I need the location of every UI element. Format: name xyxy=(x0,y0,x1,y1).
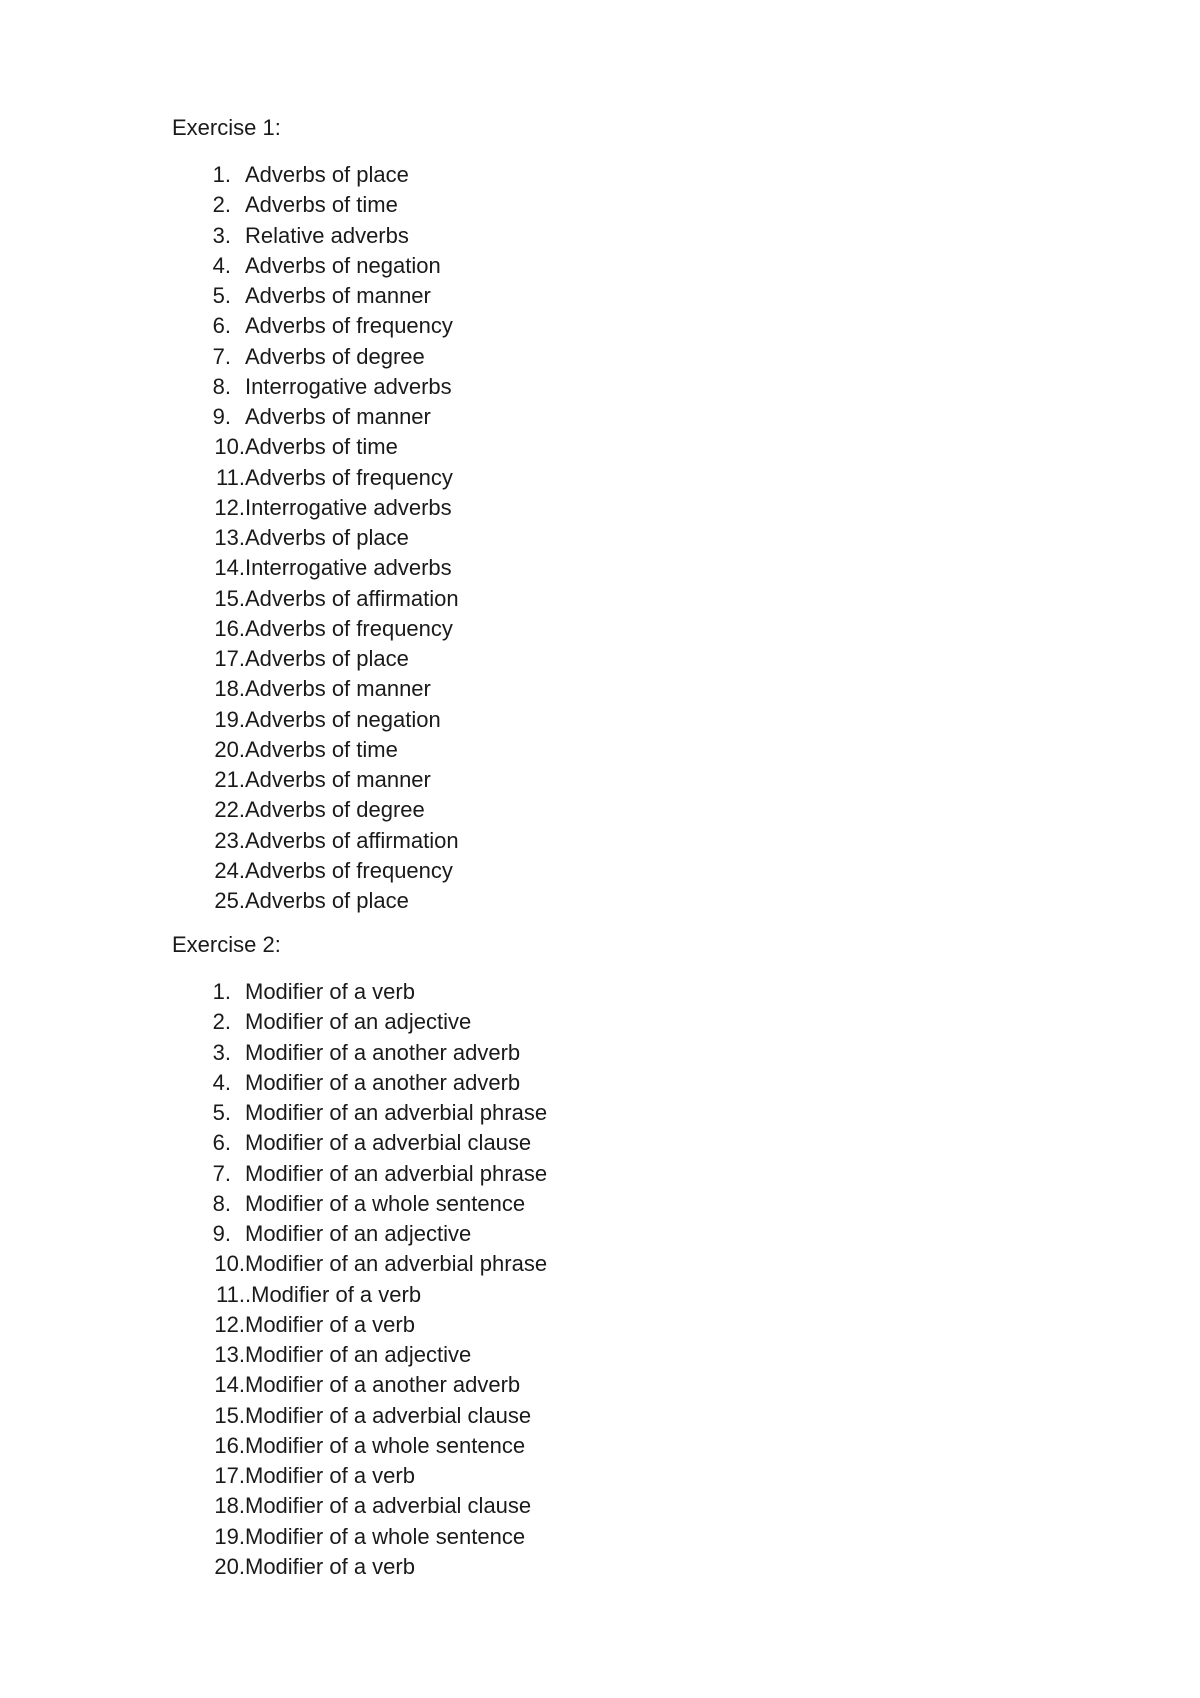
list-item xyxy=(172,1219,872,1249)
list-item-number: 14. xyxy=(214,1372,245,1398)
list-item-number: 23. xyxy=(214,827,245,853)
list-item-number: 4. xyxy=(212,1069,231,1095)
list-item-text: Modifier of an adverbial phrase xyxy=(245,1100,548,1125)
list-item xyxy=(172,1431,872,1461)
list-item xyxy=(172,856,872,886)
list-item-text: Modifier of a adverbial clause xyxy=(245,1402,532,1428)
list-item-number: 1. xyxy=(212,162,231,187)
list-item-number: 16. xyxy=(214,615,245,641)
list-item xyxy=(172,281,872,311)
list-item-text: Adverbs of negation xyxy=(245,706,441,732)
list-item-number: 7. xyxy=(212,1160,231,1186)
list-item-text: Interrogative adverbs xyxy=(245,494,452,520)
list-item-text: Interrogative adverbs xyxy=(245,555,452,581)
list-item-number: 25. xyxy=(214,888,245,913)
list-item-text: Adverbs of time xyxy=(245,736,398,762)
list-item-text: Modifier of a verb xyxy=(245,1553,415,1579)
list-item-number: 18. xyxy=(214,676,245,702)
list-item-text: Relative adverbs xyxy=(245,222,409,248)
list-item-number: 16. xyxy=(214,1432,245,1458)
list-item-text: Adverbs of place xyxy=(245,525,409,550)
list-item xyxy=(172,493,872,523)
list-item xyxy=(172,674,872,704)
list-item-text: Adverbs of degree xyxy=(245,797,425,823)
exercise-1 xyxy=(172,113,872,916)
list-item xyxy=(172,432,872,462)
exercise-1-heading: Exercise 1: xyxy=(172,115,281,140)
list-item-text: Adverbs of manner xyxy=(245,404,431,429)
list-item xyxy=(172,553,872,583)
list-item-number: 12. xyxy=(214,494,245,520)
list-item-text: Adverbs of manner xyxy=(245,767,431,792)
list-item xyxy=(172,190,872,220)
list-item-text: Modifier of a another adverb xyxy=(245,1372,521,1398)
list-item-number: 14. xyxy=(214,555,245,581)
list-item-text: Adverbs of negation xyxy=(245,252,441,278)
list-item-number: 12. xyxy=(214,1311,245,1337)
list-item xyxy=(172,1552,872,1582)
exercise-2 xyxy=(172,930,872,1582)
list-item-text: Modifier of a adverbial clause xyxy=(245,1130,532,1156)
list-item-text: Modifier of a another adverb xyxy=(245,1039,521,1065)
list-item xyxy=(172,1461,872,1491)
list-item-number: 19. xyxy=(214,706,245,732)
list-item xyxy=(172,765,872,795)
list-item-number: 22. xyxy=(214,797,245,823)
list-item xyxy=(172,886,872,916)
list-item xyxy=(172,311,872,341)
list-item-text: Modifier of an adjective xyxy=(245,1342,472,1367)
list-item-number: 9. xyxy=(212,404,231,429)
list-item-number: 6. xyxy=(212,313,231,339)
list-item xyxy=(172,1401,872,1431)
list-item-text: Adverbs of manner xyxy=(245,283,431,308)
list-item-text: Modifier of an adverbial phrase xyxy=(245,1160,548,1186)
list-item-number: 20. xyxy=(214,736,245,762)
list-item xyxy=(172,1128,872,1158)
list-item xyxy=(172,463,872,493)
list-item-text: Adverbs of frequency xyxy=(245,615,453,641)
list-item-text: Adverbs of degree xyxy=(245,343,425,369)
list-item-text: Modifier of a adverbial clause xyxy=(245,1493,532,1519)
list-item-text: Modifier of a verb xyxy=(245,1311,415,1337)
list-item-number: 4. xyxy=(212,252,231,278)
list-item xyxy=(172,1189,872,1219)
list-item-text: Adverbs of frequency xyxy=(245,313,453,339)
list-item xyxy=(172,1491,872,1521)
list-item-number: 1. xyxy=(212,979,231,1004)
list-item-number: 17. xyxy=(214,1463,245,1488)
list-item-number: 15. xyxy=(214,585,245,611)
list-item xyxy=(172,372,872,402)
list-item xyxy=(172,1068,872,1098)
list-item-number: 2. xyxy=(212,192,231,218)
list-item-number: 17. xyxy=(214,646,245,671)
list-item xyxy=(172,584,872,614)
list-item-text: Modifier of an adverbial phrase xyxy=(245,1251,548,1277)
list-item-text: Modifier of a whole sentence xyxy=(245,1432,526,1458)
list-item-text: Adverbs of frequency xyxy=(245,857,453,883)
list-item xyxy=(172,1007,872,1037)
list-item-text: Interrogative adverbs xyxy=(245,373,452,399)
list-item-number: 10. xyxy=(214,434,245,460)
list-item xyxy=(172,1098,872,1128)
list-item-text: Modifier of a another adverb xyxy=(245,1069,521,1095)
list-item-number: 2. xyxy=(212,1009,231,1035)
list-item-text: Adverbs of place xyxy=(245,162,409,187)
list-item xyxy=(172,1340,872,1370)
list-item-number: 6. xyxy=(212,1130,231,1156)
list-item-number: 9. xyxy=(212,1221,231,1246)
list-item-text: Adverbs of frequency xyxy=(245,464,453,490)
list-item-number: 24. xyxy=(214,857,245,883)
list-item-number: 15. xyxy=(214,1402,245,1428)
list-item-text: Adverbs of place xyxy=(245,646,409,671)
exercise-2-heading: Exercise 2: xyxy=(172,932,281,957)
list-item-number: 21. xyxy=(214,767,245,792)
exercise-2-list xyxy=(172,977,872,1582)
list-item-text: Modifier of an adjective xyxy=(245,1221,472,1246)
list-item-number: 11. xyxy=(216,1281,245,1307)
list-item xyxy=(172,1249,872,1279)
list-item xyxy=(172,1159,872,1189)
list-item xyxy=(172,826,872,856)
list-item-text: Modifier of an adjective xyxy=(245,1009,472,1035)
list-item xyxy=(172,977,872,1007)
list-item-text: Adverbs of time xyxy=(245,192,398,218)
list-item xyxy=(172,705,872,735)
list-item xyxy=(172,1370,872,1400)
list-item-text: Adverbs of time xyxy=(245,434,398,460)
list-item-text: Adverbs of place xyxy=(245,888,409,913)
list-item xyxy=(172,795,872,825)
list-item-number: 3. xyxy=(212,1039,231,1065)
list-item-text: .Modifier of a verb xyxy=(245,1281,422,1307)
list-item-text: Modifier of a verb xyxy=(245,1463,415,1488)
list-item-number: 20. xyxy=(214,1553,245,1579)
list-item-number: 8. xyxy=(212,373,231,399)
list-item-number: 3. xyxy=(212,222,231,248)
list-item-number: 18. xyxy=(214,1493,245,1519)
list-item xyxy=(172,735,872,765)
list-item xyxy=(172,160,872,190)
list-item xyxy=(172,342,872,372)
list-item-number: 7. xyxy=(212,343,231,369)
list-item xyxy=(172,402,872,432)
list-item-text: Adverbs of manner xyxy=(245,676,431,702)
list-item-number: 19. xyxy=(214,1523,245,1549)
list-item-number: 5. xyxy=(212,283,231,308)
list-item xyxy=(172,1310,872,1340)
list-item-text: Modifier of a verb xyxy=(245,979,415,1004)
exercise-1-list xyxy=(172,160,872,916)
list-item-text: Adverbs of affirmation xyxy=(245,585,459,611)
list-item xyxy=(172,644,872,674)
list-item xyxy=(172,523,872,553)
list-item-number: 11. xyxy=(216,464,245,490)
list-item xyxy=(172,1280,872,1310)
list-item xyxy=(172,1522,872,1552)
list-item-number: 13. xyxy=(214,525,245,550)
list-item-text: Adverbs of affirmation xyxy=(245,827,459,853)
list-item-number: 10. xyxy=(214,1251,245,1277)
list-item-number: 5. xyxy=(212,1100,231,1125)
list-item xyxy=(172,1038,872,1068)
list-item xyxy=(172,251,872,281)
list-item-text: Modifier of a whole sentence xyxy=(245,1523,526,1549)
list-item xyxy=(172,221,872,251)
list-item xyxy=(172,614,872,644)
list-item-number: 13. xyxy=(214,1342,245,1367)
list-item-text: Modifier of a whole sentence xyxy=(245,1190,526,1216)
list-item-number: 8. xyxy=(212,1190,231,1216)
